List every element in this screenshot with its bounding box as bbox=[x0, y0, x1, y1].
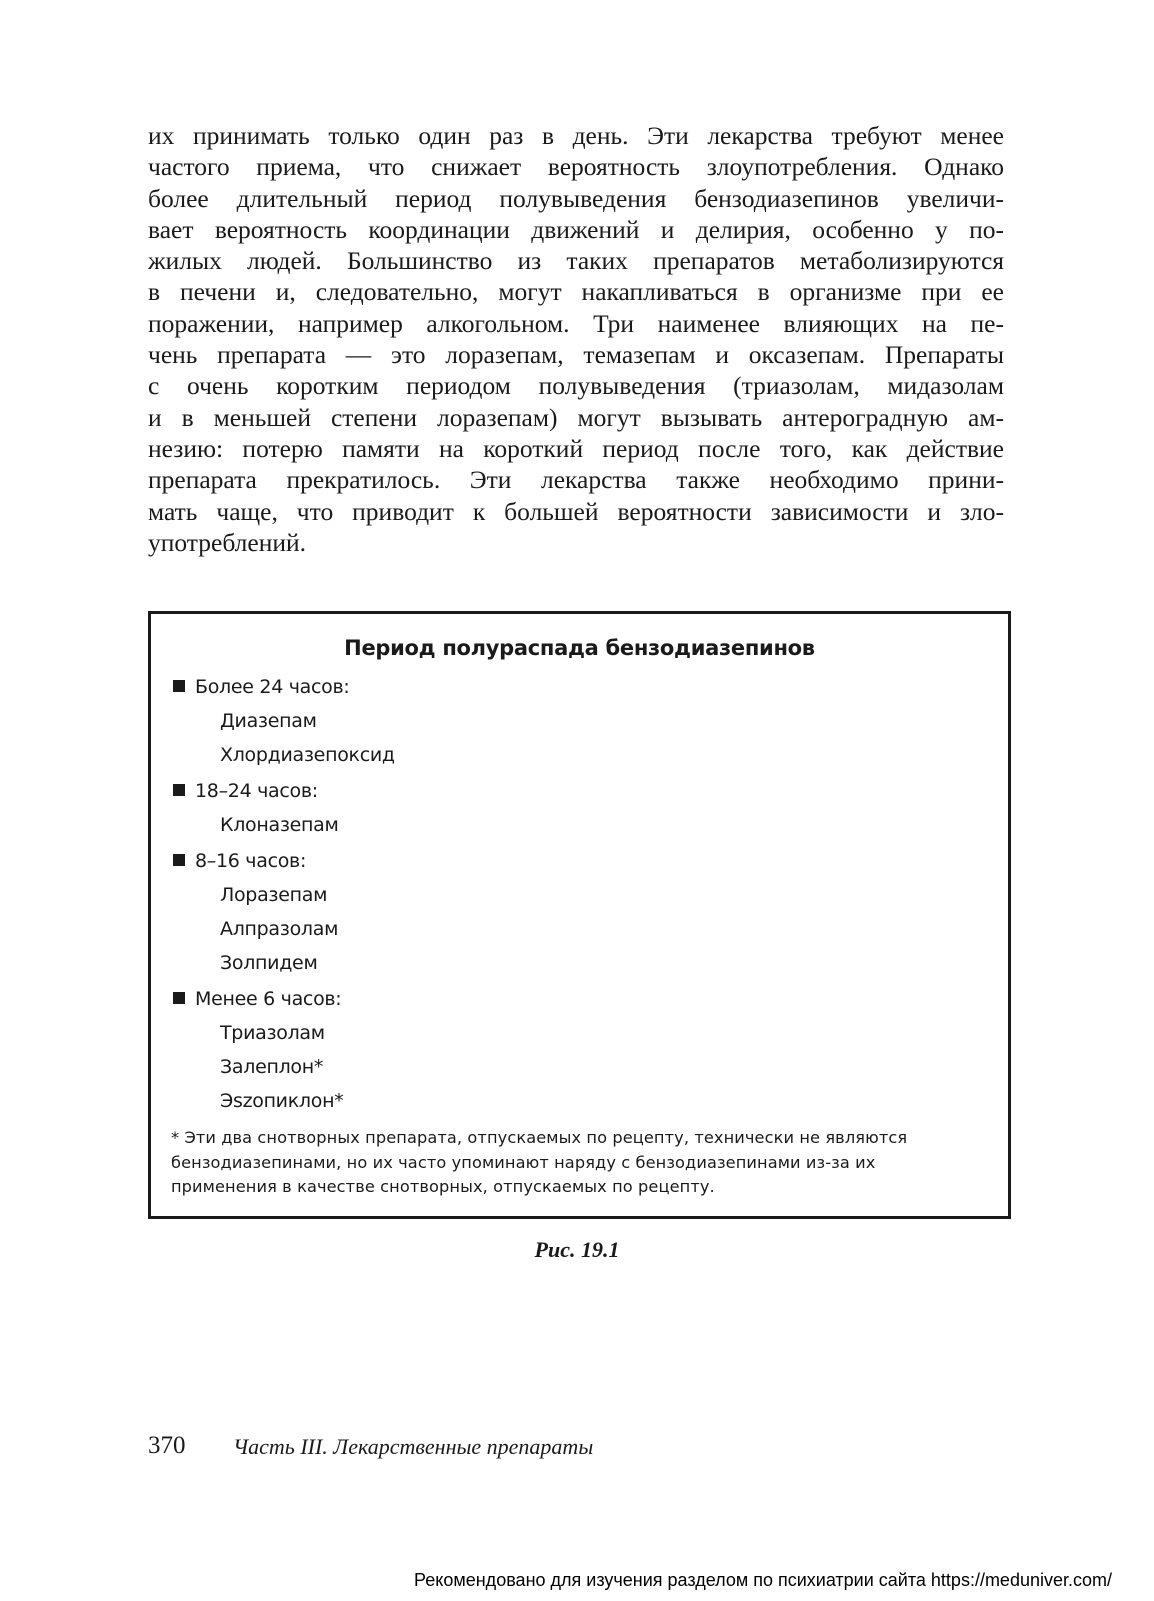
group-label: Менее 6 часов: bbox=[195, 988, 342, 1010]
group-header-under-6h bbox=[171, 982, 988, 1016]
group-header-over-24h bbox=[171, 670, 988, 704]
body-line: употреблений. bbox=[148, 527, 307, 557]
drug-item: Алпразолам bbox=[220, 918, 339, 940]
drug-item: Залеплон* bbox=[220, 1056, 324, 1078]
drug-item: Триазолам bbox=[220, 1022, 325, 1044]
square-bullet-icon bbox=[173, 680, 185, 692]
body-line: незию: потерю памяти на короткий период после того, как действие bbox=[148, 433, 1004, 463]
drug-item: Диазепам bbox=[220, 710, 317, 732]
body-line: более длительный период полувыведения бензодиазепинов увеличи- bbox=[148, 183, 1004, 213]
footnote-line: применения в качестве снотворных, отпускаемых по рецепту. bbox=[171, 1177, 715, 1196]
group-label: 18–24 часов: bbox=[195, 780, 318, 802]
drug-item: Эszопиклон* bbox=[220, 1090, 344, 1112]
halflife-groups bbox=[171, 670, 988, 1118]
body-line: частого приема, что снижает вероятность злоупотребления. Однако bbox=[148, 152, 1004, 182]
running-head: Часть III. Лекарственные препараты bbox=[233, 1434, 594, 1459]
square-bullet-icon bbox=[173, 992, 185, 1004]
square-bullet-icon bbox=[173, 784, 185, 796]
body-line: поражении, например алкогольном. Три наименее влияющих на пе- bbox=[148, 308, 1004, 338]
body-line: препарата прекратилось. Эти лекарства также необходимо прини- bbox=[148, 465, 1004, 495]
body-line: жилых людей. Большинство из таких препаратов метаболизируются bbox=[148, 246, 1004, 276]
drug-item: Хлордиазепоксид bbox=[220, 744, 395, 766]
body-line: их принимать только один раз в день. Эти лекарства требуют менее bbox=[148, 121, 1004, 150]
group-header-8-16h bbox=[171, 844, 988, 878]
figure-box bbox=[148, 611, 1011, 1219]
drug-item: Золпидем bbox=[220, 952, 318, 974]
group-header-18-24h bbox=[171, 774, 988, 808]
body-line: с очень коротким периодом полувыведения (триазолам, мидазолам bbox=[148, 371, 1004, 401]
body-line: в печени и, следовательно, могут накапливаться в организме при ее bbox=[148, 277, 1004, 307]
figure-caption: Рис. 19.1 bbox=[534, 1237, 620, 1262]
footnote-line: бензодиазепинами, но их часто упоминают наряду с бензодиазепинами из-за их bbox=[171, 1152, 876, 1172]
square-bullet-icon bbox=[173, 854, 185, 866]
footnote-line: * Эти два снотворных препарата, отпускаемых по рецепту, технически не являются bbox=[171, 1128, 908, 1147]
site-watermark: Рекомендовано для изучения разделом по психиатрии сайта https://meduniver.com/ bbox=[414, 1570, 1112, 1590]
body-line: вает вероятность координации движений и делирия, особенно у по- bbox=[148, 214, 1004, 244]
group-label: 8–16 часов: bbox=[195, 850, 307, 872]
body-paragraph bbox=[148, 120, 1004, 558]
drug-item: Клоназепам bbox=[220, 814, 339, 836]
figure-footnote bbox=[171, 1126, 990, 1200]
page-number: 370 bbox=[148, 1432, 186, 1459]
group-label: Более 24 часов: bbox=[195, 676, 350, 698]
body-line: мать чаще, что приводит к большей вероятности зависимости и зло- bbox=[148, 496, 1004, 526]
figure-title: Период полураспада бензодиазепинов bbox=[344, 636, 815, 660]
body-line: и в меньшей степени лоразепам) могут вызывать антероградную ам- bbox=[148, 402, 1004, 432]
drug-item: Лоразепам bbox=[220, 884, 328, 906]
body-line: чень препарата — это лоразепам, темазепам и оксазепам. Препараты bbox=[148, 340, 1004, 370]
